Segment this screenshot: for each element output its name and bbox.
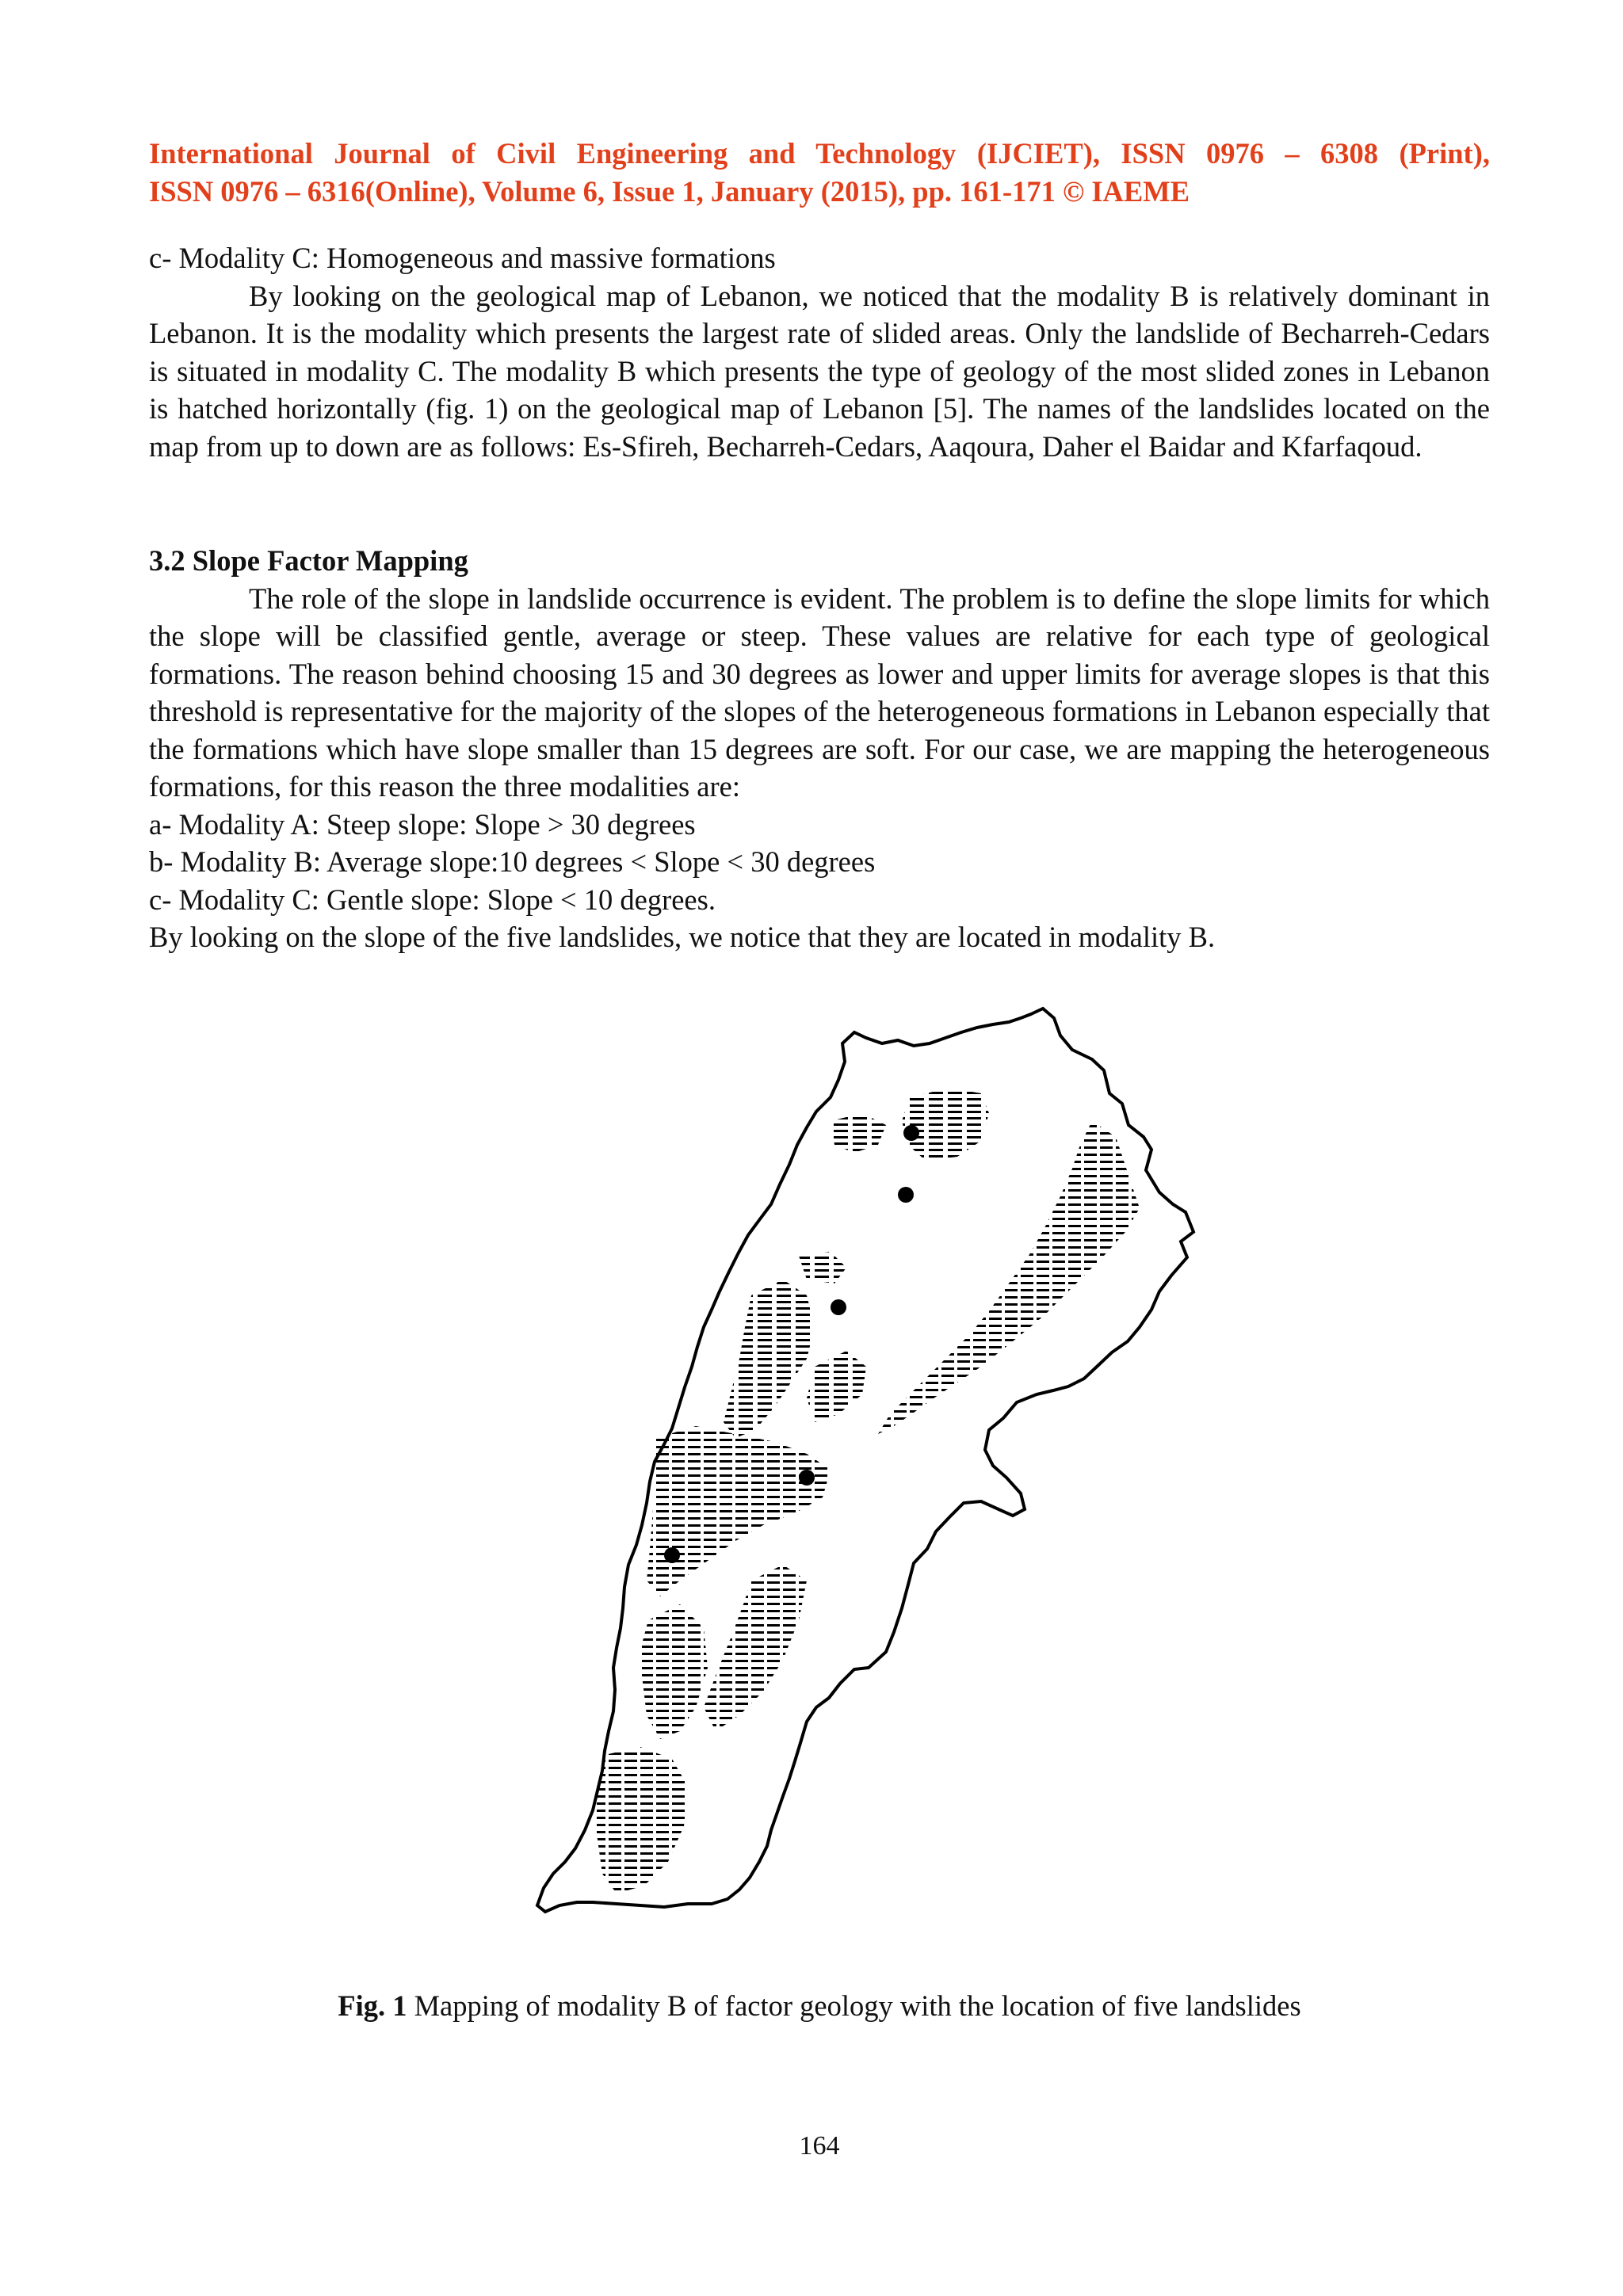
slope-paragraph: The role of the slope in landslide occurrence is evident. The problem is to define the slope limits for which the slope will be classified gentle, average or steep. These values are relative for each type of geological formations. The reason behind choosing 15 and 30 degrees as lower and upper limits for average slopes is that this threshold is representative for the majority of the slopes of the heterogeneous formations in Lebanon especially that the formations which have slope smaller than 15 degrees are soft. For our case, we are mapping the heterogeneous formations, for this reason the three modalities are: xyxy=(149,582,1490,803)
landslide-marker-es-sfireh xyxy=(903,1125,919,1141)
modality-c-line: c- Modality C: Homogeneous and massive formations xyxy=(149,242,776,274)
figure-caption-label: Fig. 1 xyxy=(338,1989,407,2022)
figure-caption-text: Mapping of modality B of factor geology with the location of five landslides xyxy=(407,1989,1301,2022)
landslide-marker-aaqoura xyxy=(831,1299,846,1315)
journal-header-line-1: International Journal of Civil Engineering and Technology (IJCIET), ISSN 0976 – 6308 (Print), xyxy=(149,137,1490,170)
journal-header xyxy=(149,135,1490,211)
landslide-marker-daher-el-baidar xyxy=(799,1470,815,1486)
landslide-marker-kfarfaqoud xyxy=(664,1547,680,1563)
journal-header-line-2: ISSN 0976 – 6316(Online), Volume 6, Issue 1, January (2015), pp. 161-171 © IAEME xyxy=(149,175,1190,208)
modality-a-item: a- Modality A: Steep slope: Slope > 30 degrees xyxy=(149,807,696,841)
figure-caption xyxy=(149,1987,1490,2025)
modality-b-item: b- Modality B: Average slope:10 degrees < Slope < 30 degrees xyxy=(149,845,876,878)
lebanon-map-figure xyxy=(434,994,1354,1977)
lebanon-map xyxy=(434,994,1354,1977)
landslide-marker-becharreh-cedars xyxy=(898,1187,914,1203)
slope-conclusion: By looking on the slope of the five landslides, we notice that they are located in modality B. xyxy=(149,921,1216,953)
page-number: 164 xyxy=(799,2131,840,2161)
section-slope-text xyxy=(149,542,1490,956)
modality-c-item: c- Modality C: Gentle slope: Slope < 10 degrees. xyxy=(149,883,716,916)
section-geology-text xyxy=(149,239,1490,465)
geology-paragraph: By looking on the geological map of Lebanon, we noticed that the modality B is relatively dominant in Lebanon. It is the modality which presents the largest rate of slided areas. Only the landslide of Becharreh-Cedars is situated in modality C. The modality B which presents the type of geology of the most slided zones in Lebanon is hatched horizontally (fig. 1) on the geological map of Lebanon [5]. The names of the landslides located on the map from up to down are as follows: Es-Sfireh, Becharreh-Cedars, Aaqoura, Daher el Baidar and Kfarfaqoud. xyxy=(149,279,1490,463)
section-title: 3.2 Slope Factor Mapping xyxy=(149,544,468,577)
